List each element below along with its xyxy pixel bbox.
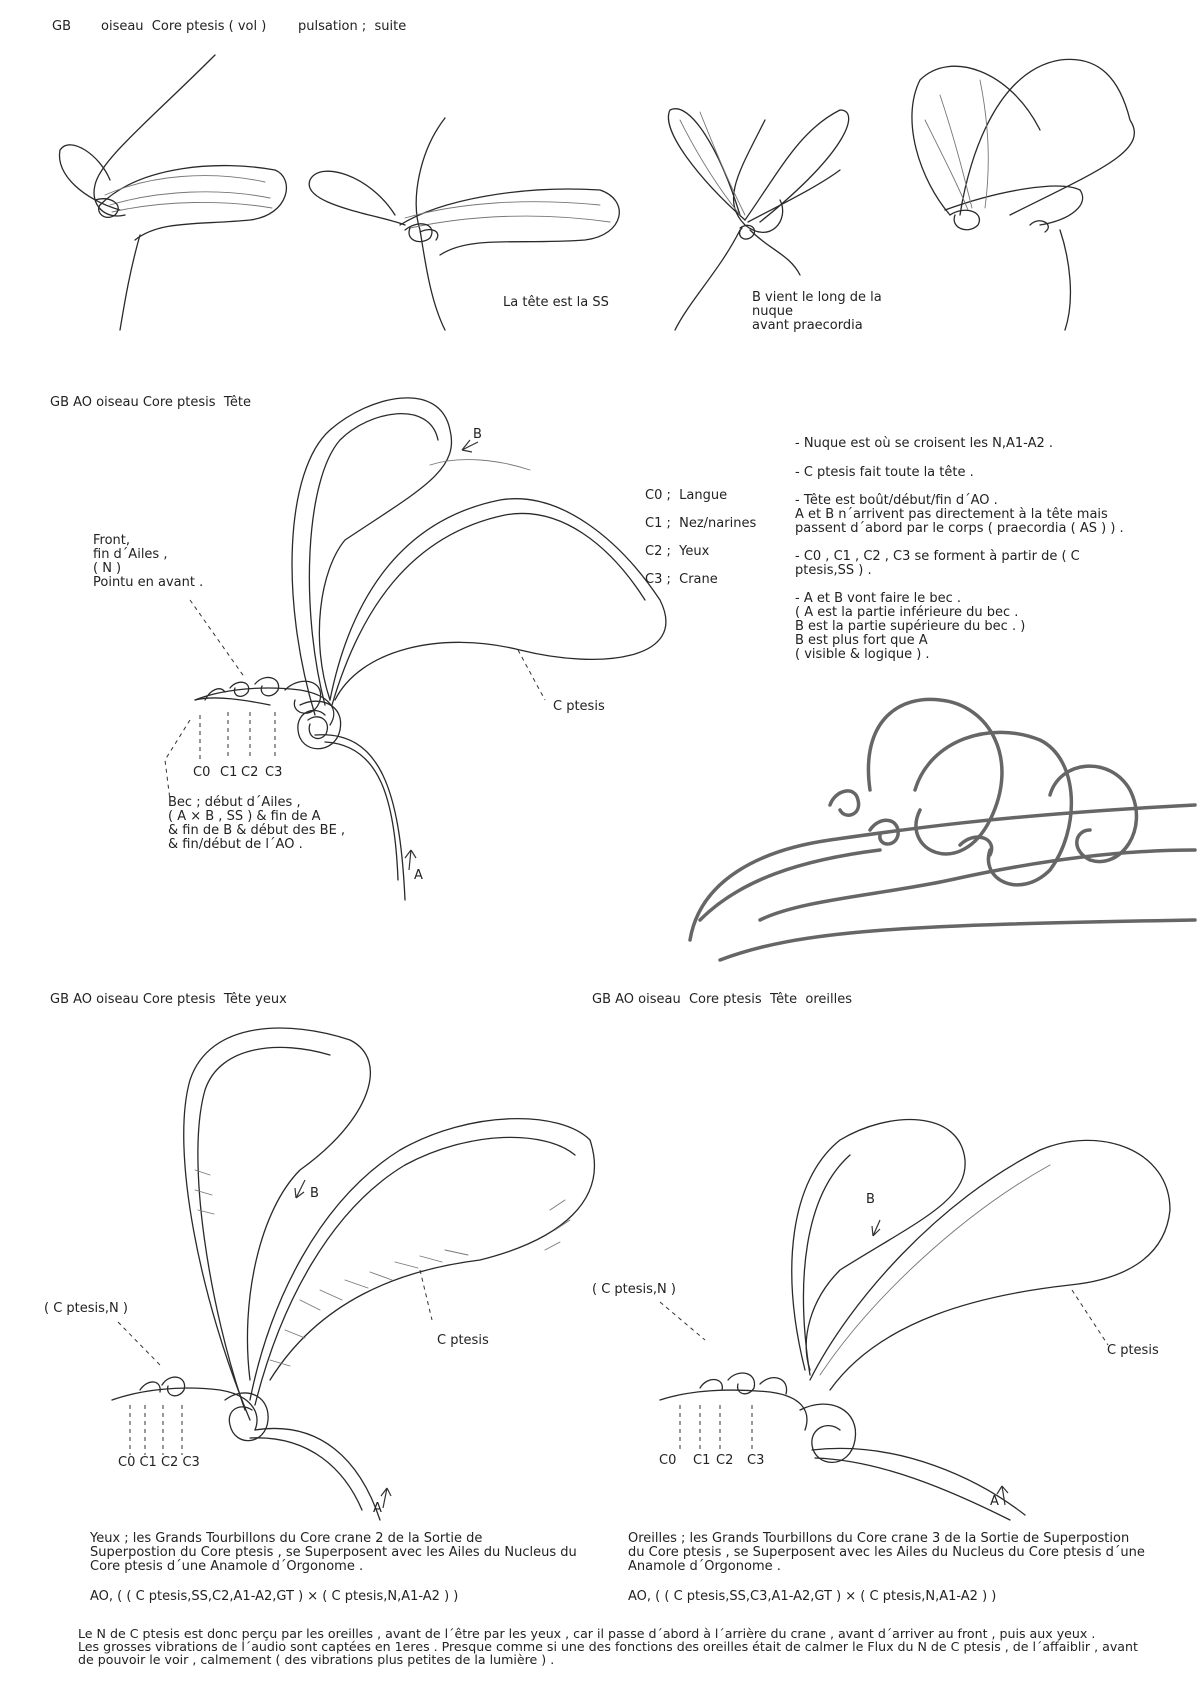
section3-c-ptesis-n: ( C ptesis,N ) bbox=[44, 1301, 128, 1316]
section4-c3-label: C3 bbox=[747, 1453, 765, 1468]
section3-title: GB AO oiseau Core ptesis Tête yeux bbox=[50, 992, 287, 1007]
section3-caption: Yeux ; les Grands Tourbillons du Core crane 2 de la Sortie de Superpostion du Core ptesis , se Superposent avec les Ailes du Nucleus du Core ptesis d´une Anamole d´Orgonome . bbox=[90, 1531, 577, 1574]
section3-c-labels: C0 C1 C2 C3 bbox=[118, 1455, 200, 1470]
label-b-vient: B vient le long de la nuque avant praecordia bbox=[752, 290, 882, 333]
a-label: A bbox=[414, 868, 423, 883]
header-gb: GB bbox=[52, 19, 71, 34]
c3-label: C3 bbox=[265, 765, 283, 780]
section3-a-label: A bbox=[373, 1501, 382, 1516]
note-4: - C0 , C1 , C2 , C3 se forment à partir de ( C ptesis,SS ) . bbox=[795, 549, 1080, 578]
section4-c1-label: C1 bbox=[693, 1453, 711, 1468]
note-1: - Nuque est où se croisent les N,A1-A2 . bbox=[795, 436, 1054, 451]
legend-c0: C0 ; Langue bbox=[645, 488, 728, 503]
c2-label: C2 bbox=[241, 765, 259, 780]
label-tete-ss: La tête est la SS bbox=[503, 295, 609, 310]
note-3: - Tête est boût/début/fin d´AO . A et B n´arrivent pas directement à la tête mais passent d´abord par le corps ( praecordia ( AS ) ) . bbox=[795, 493, 1124, 536]
note-2: - C ptesis fait toute la tête . bbox=[795, 465, 974, 480]
c1-label: C1 bbox=[220, 765, 238, 780]
front-label: Front, fin d´Ailes , ( N ) Pointu en avant . bbox=[93, 533, 204, 590]
section4-formula: AO, ( ( C ptesis,SS,C3,A1-A2,GT ) × ( C ptesis,N,A1-A2 ) ) bbox=[628, 1589, 997, 1604]
section4-a-label: A bbox=[990, 1494, 999, 1509]
c-ptesis-label: C ptesis bbox=[553, 699, 605, 714]
flight-sketch-4 bbox=[912, 59, 1134, 330]
section3-formula: AO, ( ( C ptesis,SS,C2,A1-A2,GT ) × ( C ptesis,N,A1-A2 ) ) bbox=[90, 1589, 459, 1604]
c0-label: C0 bbox=[193, 765, 211, 780]
footer-text: Le N de C ptesis est donc perçu par les oreilles , avant de l´être par les yeux , car il passe d´abord à l´arrière du crane , avant d´arriver au front , puis aux yeux . Les grosses vibrations de l´audio sont captées en 1eres . Presque comme si une des fonctions des oreilles était de calmer le Flux du N de C ptesis , de l´affaiblir , avant de pouvoir le voir , calmement ( des vibrations plus petites de la lumière ) . bbox=[78, 1626, 1138, 1667]
flight-sketch-1 bbox=[59, 55, 286, 330]
legend-c1: C1 ; Nez/narines bbox=[645, 516, 757, 531]
section3-c-ptesis-label: C ptesis bbox=[437, 1333, 489, 1348]
note-5: - A et B vont faire le bec . ( A est la partie inférieure du bec . B est la partie supérieure du bec . ) B est plus fort que A ( visible & logique ) . bbox=[795, 591, 1026, 662]
head-eyes-diagram bbox=[112, 1028, 594, 1520]
bec-label: Bec ; début d´Ailes , ( A × B , SS ) & fin de A & fin de B & début des BE , & fin/début de l´AO . bbox=[168, 795, 346, 852]
b-label: B bbox=[473, 427, 482, 442]
legend-c3: C3 ; Crane bbox=[645, 572, 718, 587]
section4-title: GB AO oiseau Core ptesis Tête oreilles bbox=[592, 992, 853, 1007]
section4-b-label: B bbox=[866, 1192, 875, 1207]
section4-c2-label: C2 bbox=[716, 1453, 734, 1468]
section4-c-ptesis-label: C ptesis bbox=[1107, 1343, 1159, 1358]
section2-title: GB AO oiseau Core ptesis Tête bbox=[50, 395, 252, 410]
section4-caption: Oreilles ; les Grands Tourbillons du Core crane 3 de la Sortie de Superpostion du Core ptesis , se Superposent avec les Ailes du Nucleus du Core ptesis d´une Anamole d´Orgonome . bbox=[628, 1531, 1145, 1574]
section3-b-label: B bbox=[310, 1186, 319, 1201]
head-ears-diagram bbox=[660, 1120, 1170, 1520]
big-beak-sketch bbox=[690, 699, 1195, 960]
section4-c-ptesis-n: ( C ptesis,N ) bbox=[592, 1282, 676, 1297]
section4-c0-label: C0 bbox=[659, 1453, 677, 1468]
header-title: oiseau Core ptesis ( vol ) bbox=[101, 19, 267, 34]
header-pulsation: pulsation ; suite bbox=[298, 19, 407, 34]
legend-c2: C2 ; Yeux bbox=[645, 544, 710, 559]
